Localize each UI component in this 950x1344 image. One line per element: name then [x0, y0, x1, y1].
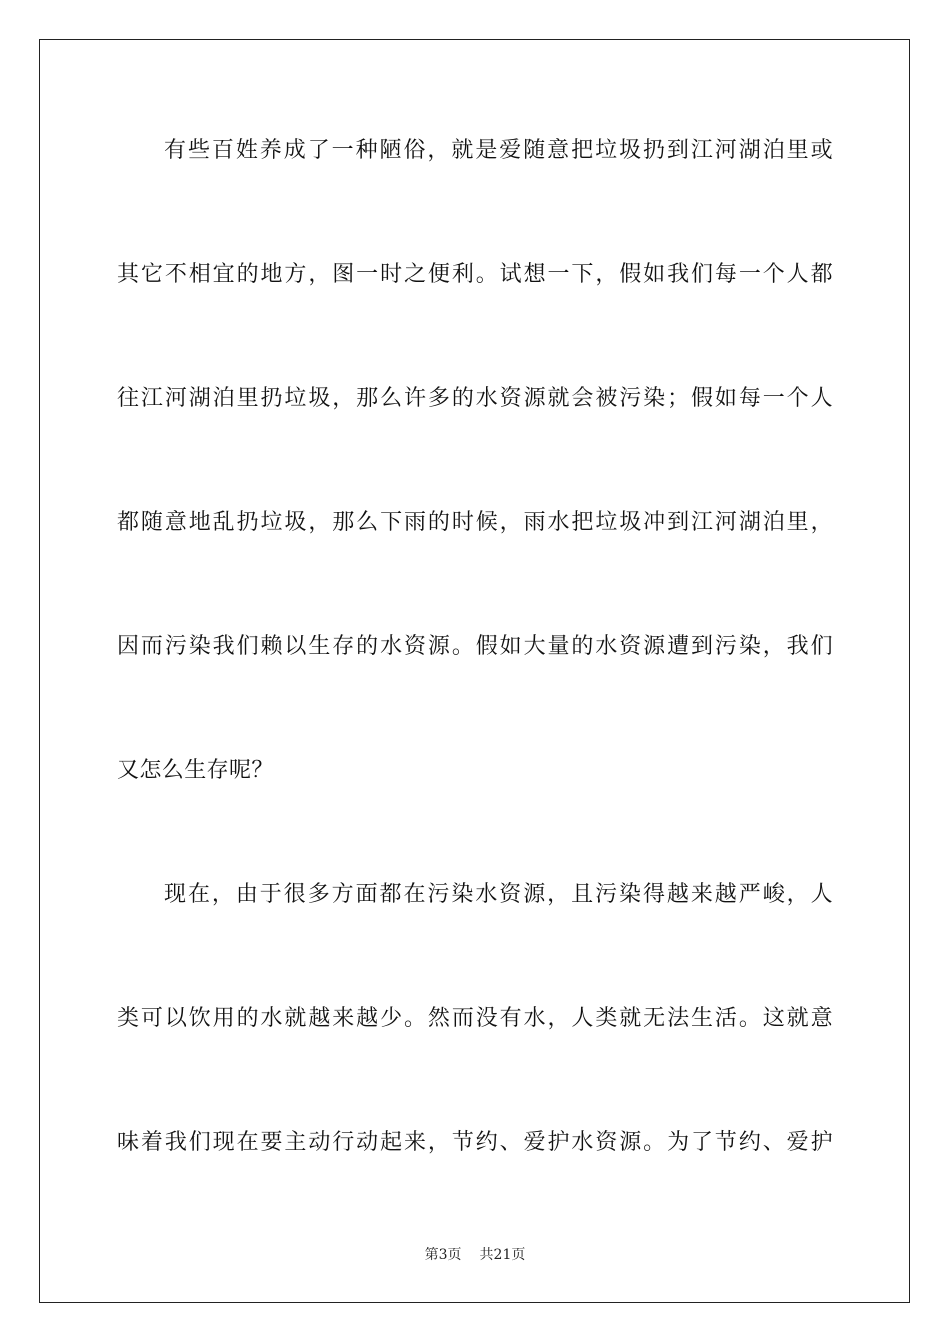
- page-number: 第3页: [424, 1247, 462, 1263]
- paragraph-line: 有些百姓养成了一种陋俗，就是爱随意把垃圾扔到江河湖泊里或: [164, 138, 833, 163]
- paragraph-line: 往江河湖泊里扔垃圾，那么许多的水资源就会被污染；假如每一个人: [117, 386, 833, 411]
- paragraph-line: 味着我们现在要主动行动起来，节约、爱护水资源。为了节约、爱护: [117, 1130, 833, 1155]
- paragraph-line: 因而污染我们赖以生存的水资源。假如大量的水资源遭到污染，我们: [117, 634, 833, 659]
- paragraph-line: 又怎么生存呢？: [117, 758, 274, 783]
- page-footer: [0, 1246, 950, 1264]
- paragraph-line: 都随意地乱扔垃圾，那么下雨的时候，雨水把垃圾冲到江河湖泊里，: [117, 510, 833, 535]
- page-total: 共21页: [479, 1247, 526, 1263]
- page-border: [39, 39, 910, 1303]
- paragraph-line: 其它不相宜的地方，图一时之便利。试想一下，假如我们每一个人都: [117, 262, 833, 287]
- paragraph-line: 类可以饮用的水就越来越少。然而没有水，人类就无法生活。这就意: [117, 1006, 833, 1031]
- paragraph-line: 现在，由于很多方面都在污染水资源，且污染得越来越严峻，人: [164, 882, 833, 907]
